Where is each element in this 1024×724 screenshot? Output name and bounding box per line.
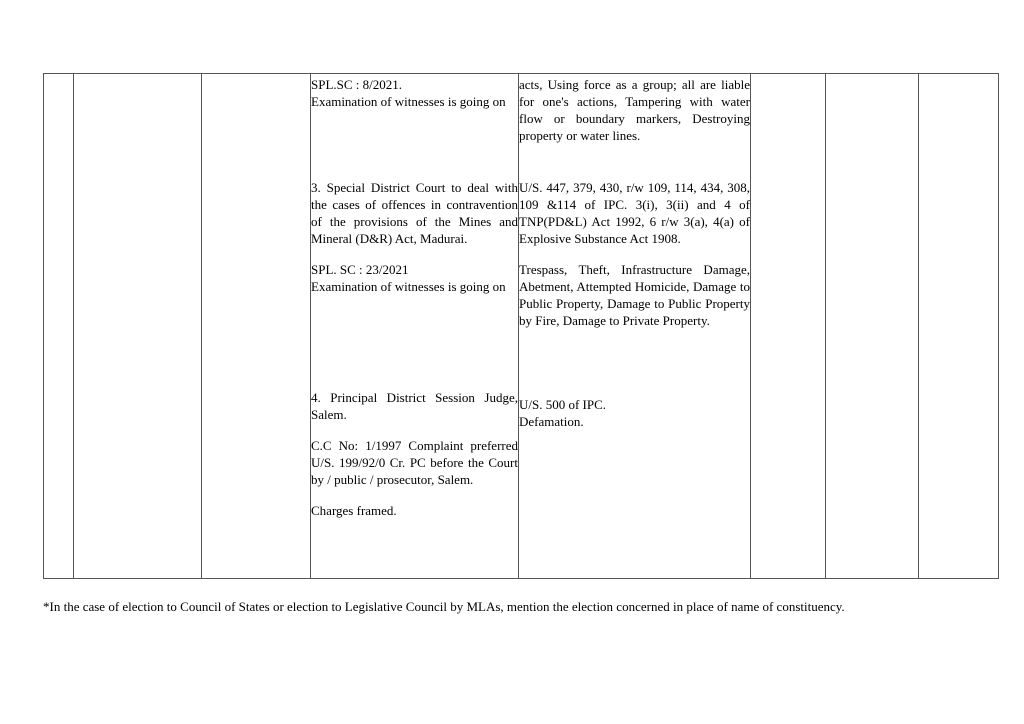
column-divider	[201, 74, 202, 578]
case-block-1	[311, 76, 518, 110]
case-number: SPL.SC : 8/2021.	[311, 77, 403, 92]
case-status: Charges framed.	[311, 503, 397, 518]
complaint-details: C.C No: 1/1997 Complaint preferred U/S. 199/92/0 Cr. PC before the Court by / public / prosecutor, Salem.	[311, 438, 518, 487]
column-divider	[825, 74, 826, 578]
case-block-3	[311, 179, 518, 295]
case-status: Examination of witnesses is going on	[311, 279, 506, 294]
case-block-4	[311, 389, 518, 519]
offence-description: Defamation.	[519, 414, 584, 429]
sections-block-4	[519, 396, 750, 430]
court-name: 3. Special District Court to deal with the cases of offences in contravention of the provisions of the Mines and Mineral (D&R) Act, Madurai.	[311, 180, 518, 246]
case-details-table	[43, 73, 999, 579]
offence-description: acts, Using force as a group; all are liable for one's actions, Tampering with water flow or boundary markers, Destroying property or water lines.	[519, 77, 750, 143]
column-divider	[918, 74, 919, 578]
legal-sections: U/S. 500 of IPC.	[519, 397, 607, 412]
legal-sections: U/S. 447, 379, 430, r/w 109, 114, 434, 308, 109 &114 of IPC. 3(i), 3(ii) and 4 of TNP(PD&L) Act 1992, 6 r/w 3(a), 4(a) of Explosive Substance Act 1908.	[519, 180, 750, 246]
case-number: SPL. SC : 23/2021	[311, 262, 409, 277]
column-divider	[750, 74, 751, 578]
sections-block-3	[519, 179, 750, 329]
sections-block-1	[519, 76, 750, 144]
footnote: *In the case of election to Council of States or election to Legislative Council by MLAs, mention the election concerned in place of name of constituency.	[43, 599, 845, 614]
column-divider	[73, 74, 74, 578]
court-name: 4. Principal District Session Judge, Salem.	[311, 390, 518, 422]
case-status: Examination of witnesses is going on	[311, 94, 506, 109]
offence-description: Trespass, Theft, Infrastructure Damage, Abetment, Attempted Homicide, Damage to Public Property, Damage to Public Property by Fire, Damage to Private Property.	[519, 262, 750, 328]
